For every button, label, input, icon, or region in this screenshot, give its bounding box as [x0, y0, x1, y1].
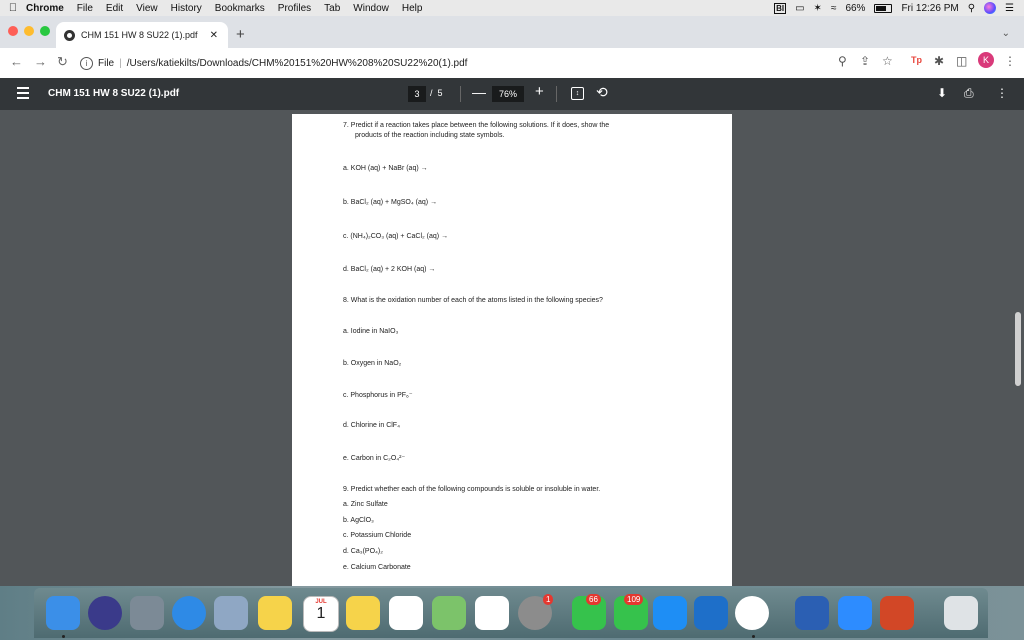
address-bar[interactable]	[80, 52, 820, 74]
q8d: d. Chlorine in ClF₄	[343, 422, 400, 429]
page-count	[430, 88, 443, 98]
q8b: b. Oxygen in NaO₂	[343, 360, 402, 367]
running-indicator	[62, 635, 65, 638]
q9d: d. Ca₃(PO₄)₂	[343, 548, 383, 555]
menu-bookmarks[interactable]: Bookmarks	[214, 2, 265, 14]
status-area	[774, 0, 1014, 16]
url-separator: |	[119, 57, 122, 69]
toolbar-divider	[556, 86, 557, 102]
calendar-day: 1	[316, 605, 326, 622]
q7d: d. BaCl₂ (aq) + 2 KOH (aq) →	[343, 266, 436, 273]
back-arrow-icon[interactable]: ←	[10, 54, 23, 69]
menu-file[interactable]: File	[76, 2, 93, 14]
contacts-icon[interactable]	[258, 596, 292, 630]
reload-icon[interactable]: ↻	[57, 54, 68, 69]
apple-icon[interactable]	[0, 2, 26, 14]
bookmark-star-icon[interactable]: ☆	[882, 54, 893, 68]
menu-history[interactable]: History	[170, 2, 202, 14]
zoom-icon[interactable]	[838, 596, 872, 630]
toolbar-divider	[460, 86, 461, 102]
page-number-input[interactable]: 3	[408, 86, 426, 102]
share-icon[interactable]: ⇪	[860, 54, 871, 68]
menu-bar	[0, 0, 1024, 16]
menu-tab[interactable]: Tab	[324, 2, 341, 14]
rotate-icon[interactable]: ⟲	[596, 84, 608, 100]
tp-extension-icon[interactable]: Tp	[911, 55, 922, 65]
q7-prompt-line2: products of the reaction including state symbols.	[355, 132, 505, 139]
maps-icon[interactable]	[432, 596, 466, 630]
pdf-menu-icon[interactable]	[17, 87, 29, 102]
zoom-window-button[interactable]	[40, 26, 50, 36]
bluetooth-icon[interactable]: ✶	[813, 2, 822, 14]
tab-search-chevron-icon[interactable]: ⌄	[1001, 28, 1010, 39]
menu-edit[interactable]: Edit	[105, 2, 124, 14]
siri-app-icon[interactable]	[88, 596, 122, 630]
q9b: b. AgClO₃	[343, 517, 374, 524]
pdf-more-icon[interactable]: ⋮	[996, 86, 1008, 100]
messages-badge: 66	[586, 594, 601, 605]
calendar-month: JUL	[315, 599, 327, 605]
word-icon[interactable]	[795, 596, 829, 630]
pdf-page	[292, 114, 732, 586]
reminders-icon[interactable]	[389, 596, 423, 630]
menu-help[interactable]: Help	[401, 2, 423, 14]
menu-view[interactable]: View	[136, 2, 158, 14]
minimize-window-button[interactable]	[24, 26, 34, 36]
pdf-title: CHM 151 HW 8 SU22 (1).pdf	[48, 88, 180, 99]
control-center-icon[interactable]: ☰	[1005, 2, 1014, 14]
tab-strip	[0, 16, 1024, 48]
spotlight-search-icon[interactable]: ⚲	[967, 2, 976, 14]
q8c: c. Phosphorus in PF₆⁻	[343, 392, 413, 399]
browser-tab-active[interactable]	[56, 22, 228, 48]
q7c: c. (NH₄)₂CO₃ (aq) + CaCl₂ (aq) →	[343, 233, 449, 240]
q9e: e. Calcium Carbonate	[343, 564, 411, 571]
q9-prompt: 9. Predict whether each of the following compounds is soluble or insoluble in water.	[343, 486, 601, 493]
chrome-menu-icon[interactable]: ⋮	[1004, 54, 1016, 68]
zoom-in-button[interactable]: +	[535, 83, 544, 100]
airplay-icon[interactable]: ▭	[795, 2, 805, 14]
clock[interactable]: Fri 12:26 PM	[901, 2, 959, 14]
app-store-icon[interactable]	[653, 596, 687, 630]
q7-prompt-line1: 7. Predict if a reaction takes place between the following solutions. If it does, show the	[343, 122, 610, 129]
tab-favicon-icon	[64, 30, 75, 41]
fit-to-page-icon[interactable]: ↕	[571, 87, 584, 100]
total-pages: 5	[437, 88, 443, 98]
vertical-scrollbar-thumb[interactable]	[1015, 312, 1021, 386]
pdf-toolbar	[0, 78, 1024, 110]
zoom-lens-icon[interactable]: ⚲	[838, 54, 847, 68]
url-text[interactable]: /Users/katiekilts/Downloads/CHM%20151%20HW%208%20SU22%20(1).pdf	[126, 57, 468, 69]
outlook-icon[interactable]	[694, 596, 728, 630]
tab-close-icon[interactable]: ✕	[209, 29, 218, 41]
q8e: e. Carbon in C₂O₄²⁻	[343, 455, 406, 462]
q8-prompt: 8. What is the oxidation number of each of the atoms listed in the following species?	[343, 297, 603, 304]
menu-profiles[interactable]: Profiles	[277, 2, 312, 14]
zoom-out-button[interactable]: —	[472, 84, 486, 100]
side-panel-icon[interactable]: ◫	[956, 54, 968, 68]
forward-arrow-icon[interactable]: →	[34, 54, 47, 69]
close-window-button[interactable]	[8, 26, 18, 36]
bl-status-icon[interactable]: BI	[776, 3, 785, 13]
new-tab-button[interactable]: +	[236, 26, 245, 43]
page-separator: /	[430, 88, 433, 98]
menu-window[interactable]: Window	[353, 2, 389, 14]
window-controls	[8, 26, 50, 36]
pdf-document-area[interactable]	[0, 110, 1024, 586]
tab-title: CHM 151 HW 8 SU22 (1).pdf	[81, 30, 198, 40]
q7a: a. KOH (aq) + NaBr (aq) →	[343, 165, 428, 172]
siri-icon[interactable]	[984, 2, 996, 14]
print-icon[interactable]: ⎙	[964, 86, 974, 100]
download-icon[interactable]: ⬇	[937, 86, 948, 100]
chrome-icon[interactable]	[735, 596, 769, 630]
zoom-level-input[interactable]: 76%	[492, 86, 524, 102]
menu-app-name[interactable]: Chrome	[26, 2, 64, 14]
browser-toolbar	[0, 48, 1024, 79]
notes-icon[interactable]	[346, 596, 380, 630]
preview-icon[interactable]	[214, 596, 248, 630]
calendar-icon[interactable]	[303, 596, 339, 632]
finder-icon[interactable]	[46, 596, 80, 630]
extensions-puzzle-icon[interactable]: ✱	[934, 54, 945, 68]
battery-percent: 66%	[845, 2, 866, 14]
powerpoint-icon[interactable]	[880, 596, 914, 630]
info-icon[interactable]: i	[80, 57, 93, 70]
wifi-icon[interactable]: ≈	[830, 2, 837, 14]
q7b: b. BaCl₂ (aq) + MgSO₄ (aq) →	[343, 199, 438, 206]
photos-icon[interactable]	[475, 596, 509, 630]
running-indicator	[752, 635, 755, 638]
facetime-badge: 109	[624, 594, 643, 605]
trash-icon[interactable]	[944, 596, 978, 630]
profile-avatar[interactable]: K	[978, 52, 994, 68]
safari-icon[interactable]	[172, 596, 206, 630]
q9c: c. Potassium Chloride	[343, 532, 412, 539]
settings-badge: 1	[543, 594, 553, 605]
launchpad-icon[interactable]	[130, 596, 164, 630]
q8a: a. Iodine in NaIO₃	[343, 328, 399, 335]
q9a: a. Zinc Sulfate	[343, 501, 388, 508]
battery-icon[interactable]	[874, 4, 892, 13]
url-scheme-label: File	[98, 57, 115, 69]
